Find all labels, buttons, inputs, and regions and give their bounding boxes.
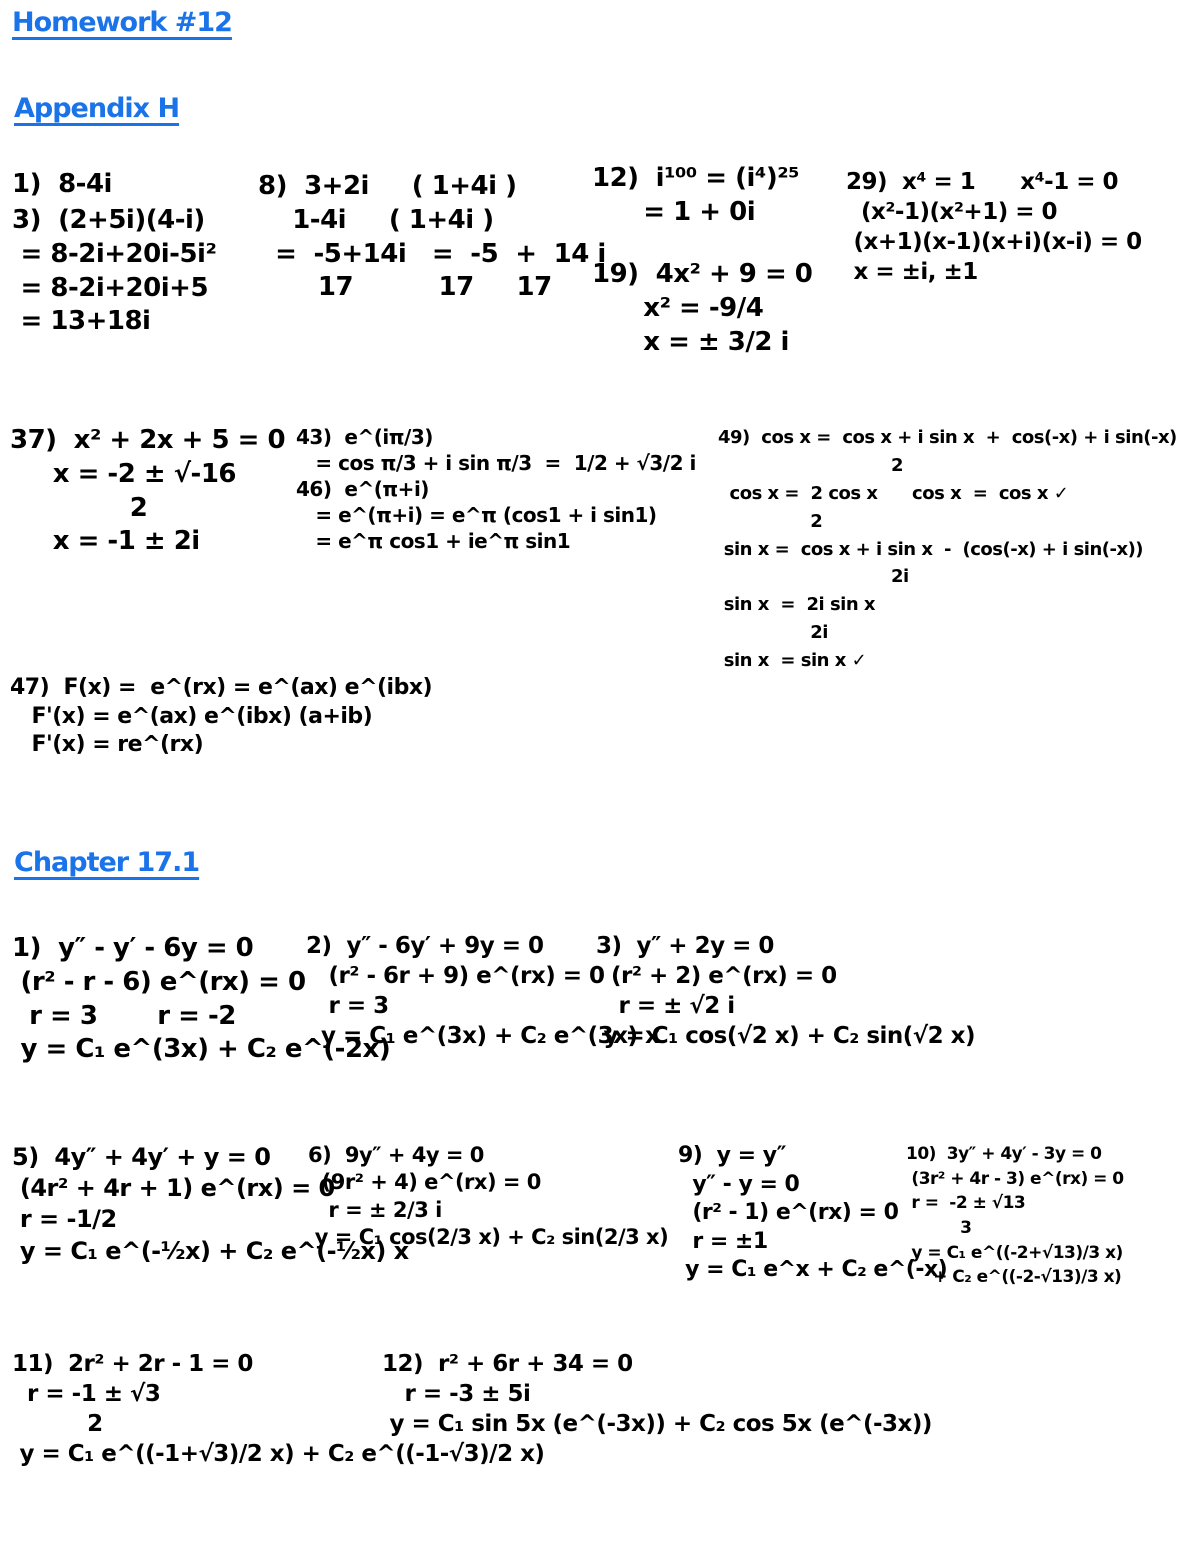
- problem-37: [10, 424, 285, 559]
- problem-line: = -5+14i = -5 + 14 i: [258, 238, 606, 269]
- problem-line: x = -1 ± 2i: [10, 526, 200, 557]
- problem-line: + C₂ e^((-2-√13)/3 x): [906, 1267, 1122, 1288]
- problem-line: r = -1 ± √3: [12, 1380, 161, 1407]
- problem-line: r = 3: [306, 992, 389, 1019]
- problem-line: 2: [12, 1410, 103, 1437]
- problem-line: cos x = 2 cos x cos x = cos x ✓: [718, 482, 1069, 504]
- problem-line: 2: [10, 492, 148, 523]
- problem-line: y = C₁ cos(√2 x) + C₂ sin(√2 x): [596, 1022, 975, 1049]
- problem-17-1-12: [382, 1350, 932, 1440]
- section-heading-chapter-17-1: Chapter 17.1: [14, 847, 200, 878]
- problem-line: 3) (2+5i)(4-i): [12, 205, 205, 235]
- page-title: Homework #12: [12, 7, 232, 38]
- problem-line: (r² + 2) e^(rx) = 0: [596, 962, 837, 989]
- problem-line: y = C₁ e^(3x) + C₂ e^(3x) x: [306, 1022, 660, 1049]
- problem-17-1-3: [596, 932, 975, 1052]
- section-heading-appendix-h: Appendix H: [14, 93, 180, 124]
- problem-17-1-10: [906, 1142, 1124, 1290]
- problem-line: 1) y″ - y′ - 6y = 0: [12, 933, 254, 963]
- problem-43-46: [296, 424, 696, 554]
- problem-line: 10) 3y″ + 4y′ - 3y = 0: [906, 1144, 1102, 1164]
- problem-47: [10, 674, 432, 760]
- problem-line: x = -2 ± √-16: [10, 458, 237, 489]
- problem-line: r = ± √2 i: [596, 992, 735, 1019]
- problem-line: x = ± 3/2 i: [592, 326, 789, 357]
- problem-line: 2i: [718, 622, 828, 644]
- problem-line: r = ± 2/3 i: [308, 1197, 442, 1222]
- problem-line: (3r² + 4r - 3) e^(rx) = 0: [906, 1168, 1124, 1189]
- problem-line: 11) 2r² + 2r - 1 = 0: [12, 1351, 253, 1377]
- problem-line: r = -1/2: [12, 1205, 117, 1234]
- problem-line: x² = -9/4: [592, 292, 764, 323]
- problem-line: r = ±1: [678, 1228, 768, 1254]
- problem-line: 2: [718, 454, 904, 476]
- problem-line: F'(x) = re^(rx): [10, 732, 204, 758]
- problem-1: [12, 168, 112, 202]
- problem-8: [258, 170, 606, 305]
- problem-12: [592, 162, 799, 230]
- problem-line: 12) i¹⁰⁰ = (i⁴)²⁵: [592, 163, 799, 193]
- problem-line: y = C₁ cos(2/3 x) + C₂ sin(2/3 x): [308, 1224, 669, 1249]
- problem-line: sin x = 2i sin x: [718, 594, 876, 616]
- problem-line: 29) x⁴ = 1 x⁴-1 = 0: [846, 169, 1119, 195]
- problem-3: [12, 204, 216, 339]
- problem-line: y = C₁ e^(-½x) + C₂ e^(-½x) x: [12, 1236, 409, 1265]
- problem-line: y = C₁ e^x + C₂ e^(-x): [678, 1257, 948, 1283]
- problem-line: = cos π/3 + i sin π/3 = 1/2 + √3/2 i: [296, 451, 696, 475]
- problem-line: sin x = sin x ✓: [718, 650, 867, 672]
- problem-line: r = 3 r = -2: [12, 1000, 236, 1031]
- problem-line: (4r² + 4r + 1) e^(rx) = 0: [12, 1174, 335, 1203]
- problem-line: 6) 9y″ + 4y = 0: [308, 1143, 484, 1167]
- problem-19: [592, 258, 812, 359]
- problem-line: = 8-2i+20i+5: [12, 272, 209, 303]
- problem-17-1-6: [308, 1142, 668, 1251]
- problem-line: 3: [906, 1217, 972, 1238]
- problem-line: 12) r² + 6r + 34 = 0: [382, 1351, 633, 1377]
- problem-line: 17 17 17: [258, 272, 552, 303]
- problem-line: F'(x) = e^(ax) e^(ibx) (a+ib): [10, 703, 373, 729]
- problem-line: y″ - y = 0: [678, 1171, 800, 1197]
- problem-line: (x²-1)(x²+1) = 0: [846, 198, 1057, 225]
- problem-line: (x+1)(x-1)(x+i)(x-i) = 0: [846, 228, 1142, 255]
- problem-line: = e^π cos1 + ie^π sin1: [296, 529, 571, 553]
- problem-line: = 1 + 0i: [592, 196, 756, 227]
- problem-49: [718, 424, 1177, 675]
- problem-line: 19) 4x² + 9 = 0: [592, 259, 813, 289]
- problem-line: x = ±i, ±1: [846, 258, 978, 285]
- problem-line: sin x = cos x + i sin x - (cos(-x) + i sin(-x)): [718, 538, 1144, 560]
- problem-line: y = C₁ e^((-2+√13)/3 x): [906, 1242, 1123, 1263]
- problem-line: y = C₁ e^(3x) + C₂ e^(-2x): [12, 1034, 391, 1065]
- problem-line: 3) y″ + 2y = 0: [596, 933, 774, 959]
- problem-line: 43) e^(iπ/3): [296, 425, 433, 449]
- problem-line: = 8-2i+20i-5i²: [12, 238, 217, 269]
- problem-line: (r² - 6r + 9) e^(rx) = 0: [306, 962, 605, 989]
- problem-line: 2i: [718, 566, 909, 588]
- problem-line: 2: [718, 510, 823, 532]
- problem-line: y = C₁ e^((-1+√3)/2 x) + C₂ e^((-1-√3)/2 x): [12, 1440, 545, 1467]
- problem-line: r = -2 ± √13: [906, 1193, 1026, 1214]
- problem-line: (r² - r - 6) e^(rx) = 0: [12, 966, 306, 997]
- problem-line: 47) F(x) = e^(rx) = e^(ax) e^(ibx): [10, 675, 433, 700]
- problem-line: = e^(π+i) = e^π (cos1 + i sin1): [296, 503, 657, 527]
- problem-line: 2) y″ - 6y′ + 9y = 0: [306, 933, 544, 959]
- problem-line: 9) y = y″: [678, 1143, 786, 1168]
- problem-line: 37) x² + 2x + 5 = 0: [10, 425, 286, 455]
- problem-line: = 13+18i: [12, 306, 151, 337]
- problem-line: 1) 8-4i: [12, 169, 112, 199]
- problem-29: [846, 168, 1142, 288]
- problem-line: y = C₁ sin 5x (e^(-3x)) + C₂ cos 5x (e^(-3x)): [382, 1410, 932, 1437]
- problem-line: (r² - 1) e^(rx) = 0: [678, 1200, 899, 1226]
- problem-line: 5) 4y″ + 4y′ + y = 0: [12, 1143, 271, 1171]
- problem-line: 8) 3+2i ( 1+4i ): [258, 171, 517, 201]
- problem-line: 49) cos x = cos x + i sin x + cos(-x) + i sin(-x): [718, 427, 1177, 448]
- problem-line: r = -3 ± 5i: [382, 1380, 531, 1407]
- problem-line: (9r² + 4) e^(rx) = 0: [308, 1170, 541, 1195]
- problem-line: 1-4i ( 1+4i ): [258, 204, 494, 235]
- problem-line: 46) e^(π+i): [296, 477, 429, 501]
